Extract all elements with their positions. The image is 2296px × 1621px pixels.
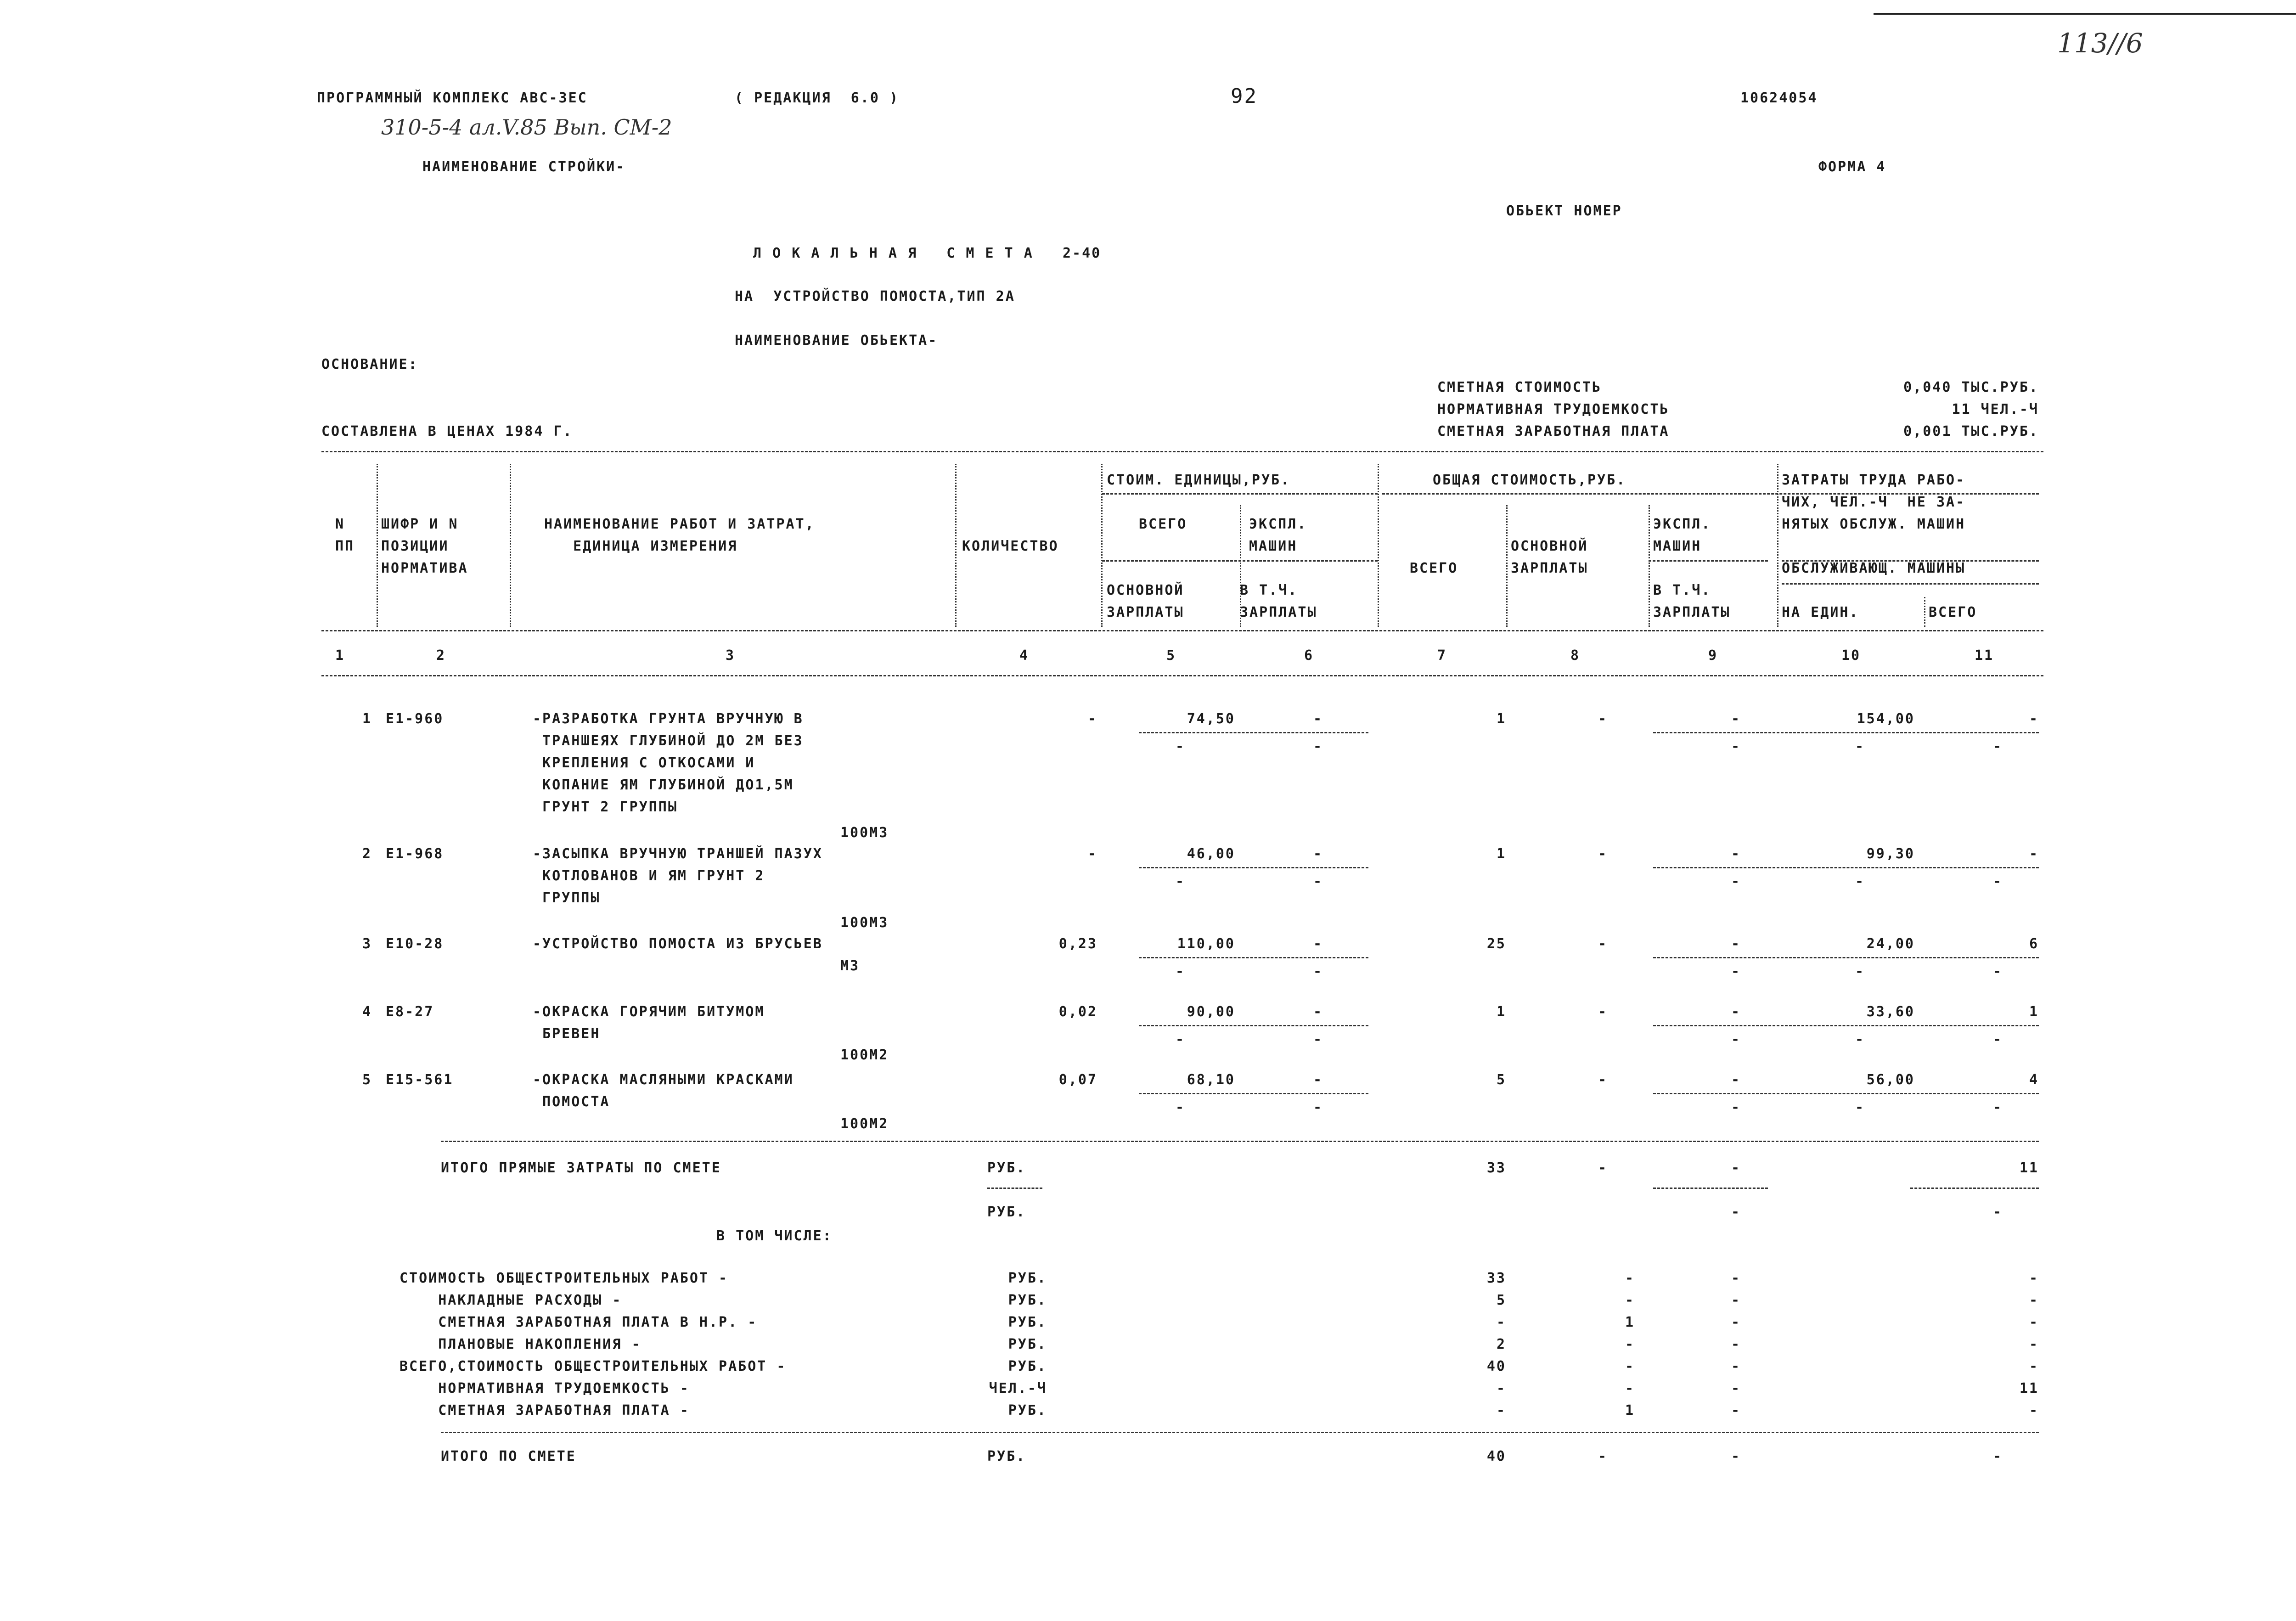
row-total-machines: - [1731, 711, 1741, 727]
row-unit: 100М3 [840, 825, 889, 841]
labor-per-unit-header: НА ЕДИН. [1782, 604, 1859, 620]
breakdown-wage: - [1625, 1270, 1635, 1286]
row-divider [1653, 957, 2039, 958]
breakdown-machines: - [1731, 1358, 1741, 1374]
col-separator [1506, 505, 1508, 627]
machines-mid-rule [1649, 560, 1768, 562]
row-total-wages: - [1598, 1004, 1608, 1020]
labor-service-header: ОБСЛУЖИВАЮЩ. МАШИНЫ [1782, 560, 1966, 576]
direct-costs-mach2: - [1731, 1204, 1741, 1220]
row-number: 3 [362, 936, 372, 952]
breakdown-unit: РУБ. [1008, 1314, 1047, 1330]
total-all-header: ВСЕГО [1410, 560, 1458, 576]
total-wages-header: ОСНОВНОЙ ЗАРПЛАТЫ [1511, 538, 1588, 576]
breakdown-machines: - [1731, 1402, 1741, 1418]
handwritten-ref: 310-5-4 ал.V.85 Вып. СМ-2 [381, 115, 672, 140]
row-machine-wages: - [1731, 873, 1741, 889]
row-name: -ОКРАСКА ГОРЯЧИМ БИТУМОМ БРЕВЕН [533, 1004, 765, 1042]
breakdown-wage: - [1625, 1358, 1635, 1374]
direct-costs-labor2: - [1993, 1204, 2003, 1220]
row-unit-total: 90,00 [1187, 1004, 1235, 1020]
summary-label-cost: СМЕТНАЯ СТОИМОСТЬ [1437, 379, 1602, 395]
row-machine-wages: - [1731, 738, 1741, 754]
row-labor-unit-2: - [1855, 1031, 1865, 1047]
row-quantity: - [1087, 711, 1097, 727]
row-number: 5 [362, 1072, 372, 1088]
doc-code: 10624054 [1740, 90, 1818, 106]
total-machines-wages-header: В Т.Ч. ЗАРПЛАТЫ [1653, 582, 1731, 620]
grand-total-rule [441, 1432, 2039, 1433]
row-number: 2 [362, 846, 372, 862]
row-labor-total: - [2029, 711, 2039, 727]
row-unit-total: 74,50 [1187, 711, 1235, 727]
document-title: Л О К А Л Ь Н А Я С М Е Т А 2-40 [753, 245, 1102, 261]
row-divider [1653, 867, 2039, 868]
row-total-machines: - [1731, 1072, 1741, 1088]
row-labor-unit-2: - [1855, 963, 1865, 979]
row-machine-wages: - [1731, 963, 1741, 979]
row-unit-wages: - [1176, 738, 1186, 754]
labor-total-header: ВСЕГО [1929, 604, 1977, 620]
unit-wages-machines-header: В Т.Ч. ЗАРПЛАТЫ [1240, 582, 1317, 620]
col-separator [1378, 464, 1379, 627]
breakdown-wage: 1 [1625, 1402, 1635, 1418]
prices-label: СОСТАВЛЕНА В ЦЕНАХ 1984 Г. [321, 423, 573, 439]
row-labor-total-2: - [1993, 1099, 2003, 1115]
row-divider [1139, 867, 1368, 868]
summary-value-cost: 0,040 ТЫС.РУБ. [1903, 379, 2039, 395]
breakdown-unit: РУБ. [1008, 1402, 1047, 1418]
row-labor-total: - [2029, 846, 2039, 862]
grand-total-unit: РУБ. [987, 1448, 1026, 1464]
col-separator [1924, 597, 1925, 627]
col-separator [510, 464, 511, 627]
colnum: 1 [335, 647, 345, 664]
breakdown-labor: - [2029, 1314, 2039, 1330]
breakdown-labor: - [2029, 1270, 2039, 1286]
row-quantity: 0,23 [1058, 936, 1097, 952]
breakdown-machines: - [1731, 1314, 1741, 1330]
row-unit-machines: - [1313, 1072, 1323, 1088]
row-total: 1 [1496, 711, 1506, 727]
row-unit-total: 110,00 [1177, 936, 1235, 952]
breakdown-label: СТОИМОСТЬ ОБЩЕСТРОИТЕЛЬНЫХ РАБОТ - [400, 1270, 729, 1286]
row-unit-machine-wages: - [1313, 873, 1323, 889]
short-rule [1910, 1188, 2039, 1189]
colnum: 9 [1708, 647, 1718, 664]
document-subtitle: НА УСТРОЙСТВО ПОМОСТА,ТИП 2А [735, 288, 1015, 304]
direct-costs-labor: 11 [2019, 1160, 2039, 1176]
row-total-wages: - [1598, 846, 1608, 862]
direct-costs-label: ИТОГО ПРЯМЫЕ ЗАТРАТЫ ПО СМЕТЕ [441, 1160, 721, 1176]
labor-mid-rule-2 [1782, 583, 2039, 585]
col-separator [1240, 505, 1241, 627]
breakdown-labor: - [2029, 1336, 2039, 1352]
breakdown-machines: - [1731, 1270, 1741, 1286]
total-machines-header: ЭКСПЛ. МАШИН [1653, 516, 1711, 554]
breakdown-machines: - [1731, 1336, 1741, 1352]
top-rule [1874, 13, 2296, 15]
summary-label-labor: НОРМАТИВНАЯ ТРУДОЕМКОСТЬ [1437, 401, 1670, 417]
row-total-machines: - [1731, 1004, 1741, 1020]
row-unit-wages: - [1176, 1099, 1186, 1115]
row-total: 1 [1496, 846, 1506, 862]
summary-value-labor: 11 ЧЕЛ.-Ч [1952, 401, 2039, 417]
breakdown-labor: - [2029, 1292, 2039, 1308]
col4-header: КОЛИЧЕСТВО [962, 538, 1059, 554]
object-name-label: НАИМЕНОВАНИЕ ОБЬЕКТА- [735, 332, 938, 349]
unit-total-header: ВСЕГО [1139, 516, 1187, 532]
breakdown-total: 2 [1496, 1336, 1506, 1352]
row-total-wages: - [1598, 1072, 1608, 1088]
row-unit-machine-wages: - [1313, 963, 1323, 979]
row-unit-machines: - [1313, 846, 1323, 862]
colnum-bottom-rule [321, 675, 2043, 676]
object-number-label: ОБЬЕКТ НОМЕР [1506, 203, 1622, 219]
row-machine-wages: - [1731, 1031, 1741, 1047]
breakdown-total: - [1496, 1314, 1506, 1330]
col3-header: НАИМЕНОВАНИЕ РАБОТ И ЗАТРАТ, ЕДИНИЦА ИЗМЕРЕНИЯ [544, 516, 815, 554]
breakdown-unit: ЧЕЛ.-Ч [989, 1380, 1047, 1396]
direct-costs-total: 33 [1486, 1160, 1506, 1176]
unit-machines-header: ЭКСПЛ. МАШИН [1249, 516, 1307, 554]
row-labor-total: 1 [2029, 1004, 2039, 1020]
direct-costs-unit: РУБ. [987, 1160, 1026, 1176]
breakdown-total: - [1496, 1402, 1506, 1418]
breakdown-label: СМЕТНАЯ ЗАРАБОТНАЯ ПЛАТА - [400, 1402, 690, 1418]
row-quantity: 0,02 [1058, 1004, 1097, 1020]
breakdown-machines: - [1731, 1380, 1741, 1396]
colnum: 7 [1437, 647, 1447, 664]
including-label: В ТОМ ЧИСЛЕ: [716, 1228, 833, 1244]
colnum: 10 [1841, 647, 1861, 664]
row-name: -ОКРАСКА МАСЛЯНЫМИ КРАСКАМИ ПОМОСТА [533, 1072, 794, 1110]
row-total-machines: - [1731, 846, 1741, 862]
col-separator [1649, 505, 1650, 627]
row-labor-total-2: - [1993, 873, 2003, 889]
row-labor-total: 4 [2029, 1072, 2039, 1088]
breakdown-total: - [1496, 1380, 1506, 1396]
row-code: Е1-960 [386, 711, 444, 727]
row-labor-unit: 99,30 [1866, 846, 1915, 862]
labor-header: ЗАТРАТЫ ТРУДА РАБО- ЧИХ, ЧЕЛ.-Ч НЕ ЗА- НЯТЫХ ОБСЛУЖ. МАШИН [1782, 472, 1966, 532]
colnum: 2 [436, 647, 446, 664]
breakdown-wage: - [1625, 1292, 1635, 1308]
row-number: 1 [362, 711, 372, 727]
row-name: -УСТРОЙСТВО ПОМОСТА ИЗ БРУСЬЕВ [533, 936, 823, 952]
row-total: 25 [1486, 936, 1506, 952]
breakdown-label: ВСЕГО,СТОИМОСТЬ ОБЩЕСТРОИТЕЛЬНЫХ РАБОТ - [400, 1358, 787, 1374]
total-cost-header: ОБЩАЯ СТОИМОСТЬ,РУБ. [1433, 472, 1626, 488]
row-divider [1653, 732, 2039, 733]
short-rule [1653, 1188, 1768, 1189]
row-divider [1653, 1025, 2039, 1026]
breakdown-wage: 1 [1625, 1314, 1635, 1330]
unit-wages-header: ОСНОВНОЙ ЗАРПЛАТЫ [1107, 582, 1184, 620]
col-separator [1777, 464, 1778, 627]
row-divider [1653, 1093, 2039, 1094]
colnum: 11 [1975, 647, 1994, 664]
row-total-machines: - [1731, 936, 1741, 952]
row-divider [1139, 957, 1368, 958]
row-labor-unit: 33,60 [1866, 1004, 1915, 1020]
colnum: 4 [1019, 647, 1030, 664]
breakdown-unit: РУБ. [1008, 1270, 1047, 1286]
row-unit-machine-wages: - [1313, 738, 1323, 754]
breakdown-total: 33 [1486, 1270, 1506, 1286]
row-unit-machine-wages: - [1313, 1099, 1323, 1115]
breakdown-wage: - [1625, 1380, 1635, 1396]
row-unit: 100М3 [840, 915, 889, 931]
colnum: 8 [1570, 647, 1581, 664]
row-labor-total-2: - [1993, 1031, 2003, 1047]
breakdown-wage: - [1625, 1336, 1635, 1352]
row-labor-unit-2: - [1855, 738, 1865, 754]
row-unit-machines: - [1313, 936, 1323, 952]
row-name: -ЗАСЫПКА ВРУЧНУЮ ТРАНШЕЙ ПАЗУХ КОТЛОВАНОВ И ЯМ ГРУНТ 2 ГРУППЫ [533, 846, 823, 906]
summary-label-wages: СМЕТНАЯ ЗАРАБОТНАЯ ПЛАТА [1437, 423, 1670, 439]
row-divider [1139, 732, 1368, 733]
basis-label: ОСНОВАНИЕ: [321, 356, 418, 372]
col2-header: ШИФР И N ПОЗИЦИИ НОРМАТИВА [381, 516, 468, 576]
row-name: -РАЗРАБОТКА ГРУНТА ВРУЧНУЮ В ТРАНШЕЯХ ГЛУБИНОЙ ДО 2М БЕЗ КРЕПЛЕНИЯ С ОТКОСАМИ И КОПАНИЕ ЯМ ГЛУБИНОЙ ДО1,5М ГРУНТ 2 ГРУППЫ [533, 711, 804, 815]
direct-costs-rule [441, 1141, 2039, 1142]
colnum: 5 [1166, 647, 1176, 664]
short-rule [987, 1188, 1042, 1189]
row-labor-total: 6 [2029, 936, 2039, 952]
row-code: Е8-27 [386, 1004, 434, 1020]
row-unit: 100М2 [840, 1047, 889, 1063]
row-unit-wages: - [1176, 963, 1186, 979]
row-labor-unit: 24,00 [1866, 936, 1915, 952]
direct-costs-mach: - [1731, 1160, 1741, 1176]
breakdown-unit: РУБ. [1008, 1358, 1047, 1374]
row-unit-machines: - [1313, 1004, 1323, 1020]
row-quantity: - [1087, 846, 1097, 862]
breakdown-label: ПЛАНОВЫЕ НАКОПЛЕНИЯ - [400, 1336, 642, 1352]
col-separator [955, 464, 957, 627]
row-divider [1139, 1025, 1368, 1026]
row-labor-unit: 154,00 [1857, 711, 1915, 727]
grand-total-mach: - [1731, 1448, 1741, 1464]
row-labor-unit-2: - [1855, 873, 1865, 889]
row-code: Е1-968 [386, 846, 444, 862]
row-total: 5 [1496, 1072, 1506, 1088]
program-name: ПРОГРАММНЫЙ КОМПЛЕКС АВС-3ЕС [317, 90, 588, 106]
row-unit-machines: - [1313, 711, 1323, 727]
unit-cost-rule [1102, 493, 1378, 495]
row-unit-wages: - [1176, 873, 1186, 889]
edition: ( РЕДАКЦИЯ 6.0 ) [735, 90, 900, 106]
breakdown-total: 40 [1486, 1358, 1506, 1374]
breakdown-machines: - [1731, 1292, 1741, 1308]
direct-costs-unit2: РУБ. [987, 1204, 1026, 1220]
breakdown-labor: - [2029, 1402, 2039, 1418]
header-bottom-rule [321, 630, 2043, 631]
row-unit-total: 46,00 [1187, 846, 1235, 862]
breakdown-unit: РУБ. [1008, 1292, 1047, 1308]
colnum: 6 [1304, 647, 1314, 664]
breakdown-total: 5 [1496, 1292, 1506, 1308]
grand-total-label: ИТОГО ПО СМЕТЕ [441, 1448, 576, 1464]
grand-total-value: 40 [1486, 1448, 1506, 1464]
col-separator [1101, 464, 1103, 627]
row-code: Е15-561 [386, 1072, 454, 1088]
row-unit-total: 68,10 [1187, 1072, 1235, 1088]
construction-name-label: НАИМЕНОВАНИЕ СТРОЙКИ- [422, 159, 626, 175]
form-label: ФОРМА 4 [1818, 159, 1886, 175]
row-labor-total-2: - [1993, 738, 2003, 754]
handwritten-corner: 113//6 [2057, 28, 2143, 59]
row-code: Е10-28 [386, 936, 444, 952]
row-machine-wages: - [1731, 1099, 1741, 1115]
breakdown-label: СМЕТНАЯ ЗАРАБОТНАЯ ПЛАТА В Н.Р. - [400, 1314, 758, 1330]
table-top-rule [321, 451, 2043, 452]
page-number: 92 [1231, 84, 1258, 108]
breakdown-labor: - [2029, 1358, 2039, 1374]
row-total: 1 [1496, 1004, 1506, 1020]
colnum: 3 [726, 647, 736, 664]
row-total-wages: - [1598, 936, 1608, 952]
row-divider [1139, 1093, 1368, 1094]
row-total-wages: - [1598, 711, 1608, 727]
breakdown-label: НОРМАТИВНАЯ ТРУДОЕМКОСТЬ - [400, 1380, 690, 1396]
unit-cost-header: СТОИМ. ЕДИНИЦЫ,РУБ. [1107, 472, 1291, 488]
col1-header: N ПП [335, 516, 355, 554]
row-unit: 100М2 [840, 1116, 889, 1132]
row-labor-total-2: - [1993, 963, 2003, 979]
grand-total-wage: - [1598, 1448, 1608, 1464]
row-labor-unit: 56,00 [1866, 1072, 1915, 1088]
row-labor-unit-2: - [1855, 1099, 1865, 1115]
breakdown-label: НАКЛАДНЫЕ РАСХОДЫ - [400, 1292, 622, 1308]
breakdown-labor: 11 [2019, 1380, 2039, 1396]
grand-total-labor: - [1993, 1448, 2003, 1464]
row-unit: М3 [840, 958, 860, 974]
row-number: 4 [362, 1004, 372, 1020]
row-unit-wages: - [1176, 1031, 1186, 1047]
summary-value-wages: 0,001 ТЫС.РУБ. [1903, 423, 2039, 439]
row-unit-machine-wages: - [1313, 1031, 1323, 1047]
col-separator [377, 464, 378, 627]
row-quantity: 0,07 [1058, 1072, 1097, 1088]
breakdown-unit: РУБ. [1008, 1336, 1047, 1352]
direct-costs-wage: - [1598, 1160, 1608, 1176]
